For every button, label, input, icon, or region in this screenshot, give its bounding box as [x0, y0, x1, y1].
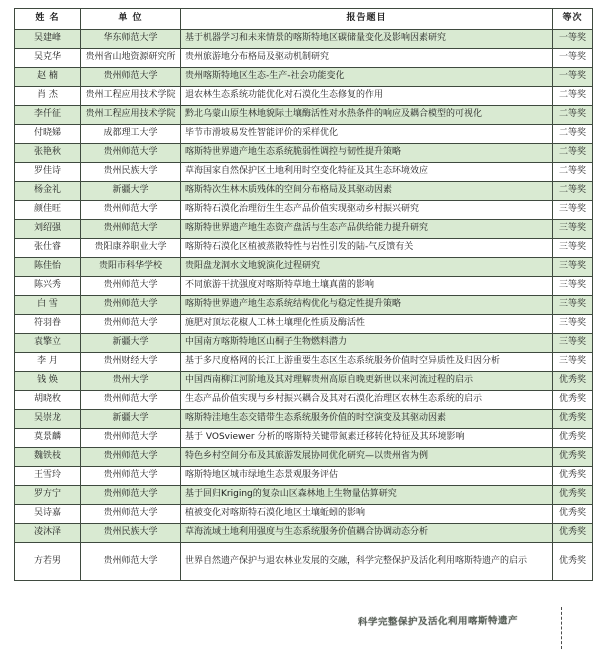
award-cell: 二等奖: [553, 163, 593, 182]
unit-cell: 贵州财经大学: [81, 353, 181, 372]
unit-cell: 贵州师范大学: [81, 429, 181, 448]
title-cell: 喀斯特世界遗产地生态资产盘活与生态产品供给能力提升研究: [181, 220, 553, 239]
award-cell: 三等奖: [553, 315, 593, 334]
table-row: [15, 372, 593, 391]
award-cell: 优秀奖: [553, 391, 593, 410]
title-cell: 特色乡村空间分布及其旅游发展协同优化研究—以贵州省为例: [181, 448, 553, 467]
table-row: [15, 220, 593, 239]
title-cell: 植被变化对喀斯特石漠化地区土壤蚯蚓的影响: [181, 505, 553, 524]
award-cell: 二等奖: [553, 106, 593, 125]
name-cell: 罗方宁: [15, 486, 81, 505]
title-cell: 喀斯特次生林木质残体的空间分布格局及其驱动因素: [181, 182, 553, 201]
unit-cell: 贵州省山地资源研究所: [81, 49, 181, 68]
table-row: [15, 410, 593, 429]
award-cell: 优秀奖: [553, 372, 593, 391]
unit-cell: 贵州师范大学: [81, 296, 181, 315]
unit-cell: 贵阳市科华学校: [81, 258, 181, 277]
table-row: [15, 543, 593, 581]
table-row: [15, 182, 593, 201]
name-cell: 胡晓枚: [15, 391, 81, 410]
unit-cell: 贵州师范大学: [81, 201, 181, 220]
header-unit: 单 位: [81, 9, 181, 30]
unit-cell: 贵州工程应用技术学院: [81, 106, 181, 125]
unit-cell: 贵州师范大学: [81, 220, 181, 239]
table-row: [15, 106, 593, 125]
title-cell: 贵阳盘龙洞水文地貌演化过程研究: [181, 258, 553, 277]
title-cell: 喀斯特石漠化区植被蒸散特性与岩性引发的陆-气反馈有关: [181, 239, 553, 258]
title-cell: 施肥对顶坛花椒人工林土壤理化性质及酶活性: [181, 315, 553, 334]
table-row: [15, 391, 593, 410]
table-row: [15, 353, 593, 372]
award-cell: 三等奖: [553, 258, 593, 277]
title-cell: 喀斯特石漠化治理衍生生态产品价值实现驱动乡村振兴研究: [181, 201, 553, 220]
name-cell: 罗佳诗: [15, 163, 81, 182]
unit-cell: 华东师范大学: [81, 30, 181, 49]
name-cell: 李 月: [15, 353, 81, 372]
unit-cell: 贵州师范大学: [81, 315, 181, 334]
unit-cell: 贵州民族大学: [81, 163, 181, 182]
award-cell: 优秀奖: [553, 448, 593, 467]
unit-cell: 贵州师范大学: [81, 144, 181, 163]
unit-cell: 贵州师范大学: [81, 543, 181, 581]
award-cell: 三等奖: [553, 296, 593, 315]
award-cell: 三等奖: [553, 239, 593, 258]
unit-cell: 贵州师范大学: [81, 505, 181, 524]
award-cell: 三等奖: [553, 334, 593, 353]
award-cell: 优秀奖: [553, 410, 593, 429]
unit-cell: 贵州民族大学: [81, 524, 181, 543]
name-cell: 刘绍强: [15, 220, 81, 239]
name-cell: 杨金礼: [15, 182, 81, 201]
title-cell: 黔北乌蒙山原生林地貌际土壤酶活性对水热条件的响应及耦合模型的可视化: [181, 106, 553, 125]
name-cell: 李仟征: [15, 106, 81, 125]
award-cell: 优秀奖: [553, 429, 593, 448]
name-cell: 王雪玲: [15, 467, 81, 486]
name-cell: 方若男: [15, 543, 81, 581]
title-cell: 草海流域土地利用强度与生态系统服务价值耦合协调动态分析: [181, 524, 553, 543]
name-cell: 吴建峰: [15, 30, 81, 49]
header-name: 姓 名: [15, 9, 81, 30]
title-cell: 喀斯特地区城市绿地生态景观服务评估: [181, 467, 553, 486]
award-cell: 优秀奖: [553, 486, 593, 505]
title-cell: 生态产品价值实现与乡村振兴耦合及其对石漠化治理区农林生态系统的启示: [181, 391, 553, 410]
title-cell: 贵州喀斯特地区生态-生产-社会功能变化: [181, 68, 553, 87]
title-cell: 贵州旅游地分布格局及驱动机制研究: [181, 49, 553, 68]
table-row: [15, 448, 593, 467]
selection-dashed-line: [561, 607, 562, 649]
table-row: [15, 524, 593, 543]
name-cell: 袁擎立: [15, 334, 81, 353]
title-cell: 中国西南柳江河阶地及其对理解贵州高原自晚更新世以来河流过程的启示: [181, 372, 553, 391]
table-row: [15, 68, 593, 87]
name-cell: 吴克华: [15, 49, 81, 68]
name-cell: 白 雪: [15, 296, 81, 315]
header-award: 等次: [553, 9, 593, 30]
unit-cell: 成都理工大学: [81, 125, 181, 144]
award-cell: 一等奖: [553, 30, 593, 49]
award-cell: 一等奖: [553, 68, 593, 87]
table-row: [15, 429, 593, 448]
overlay-ghost-text: 科学完整保护及活化利用喀斯特遗产: [357, 615, 519, 628]
name-cell: 张艳秋: [15, 144, 81, 163]
unit-cell: 贵阳康养职业大学: [81, 239, 181, 258]
table-header-row: [15, 9, 593, 30]
table-row: [15, 486, 593, 505]
table-row: [15, 467, 593, 486]
award-cell: 优秀奖: [553, 467, 593, 486]
award-cell: 二等奖: [553, 87, 593, 106]
table-row: [15, 49, 593, 68]
unit-cell: 贵州师范大学: [81, 448, 181, 467]
name-cell: 吴诗嘉: [15, 505, 81, 524]
name-cell: 符羽眷: [15, 315, 81, 334]
name-cell: 陈兴秀: [15, 277, 81, 296]
award-cell: 优秀奖: [553, 524, 593, 543]
table-row: [15, 201, 593, 220]
unit-cell: 新疆大学: [81, 410, 181, 429]
unit-cell: 贵州工程应用技术学院: [81, 87, 181, 106]
title-cell: 基于多尺度格网的长江上游重要生态区生态系统服务价值时空异质性及归因分析: [181, 353, 553, 372]
unit-cell: 贵州师范大学: [81, 68, 181, 87]
award-cell: 二等奖: [553, 144, 593, 163]
unit-cell: 贵州师范大学: [81, 391, 181, 410]
award-cell: 三等奖: [553, 353, 593, 372]
name-cell: 吴崇龙: [15, 410, 81, 429]
name-cell: 付晓娣: [15, 125, 81, 144]
unit-cell: 贵州大学: [81, 372, 181, 391]
table-row: [15, 334, 593, 353]
table-row: [15, 505, 593, 524]
award-cell: 三等奖: [553, 220, 593, 239]
table-row: [15, 30, 593, 49]
award-cell: 三等奖: [553, 277, 593, 296]
award-cell: 优秀奖: [553, 543, 593, 581]
table-row: [15, 144, 593, 163]
unit-cell: 新疆大学: [81, 182, 181, 201]
name-cell: 陈佳怡: [15, 258, 81, 277]
name-cell: 钱 焕: [15, 372, 81, 391]
title-cell: 毕节市滑坡易发性智能评价的采样优化: [181, 125, 553, 144]
award-cell: 三等奖: [553, 201, 593, 220]
title-cell: 基于回归Kriging的复杂山区森林地上生物量估算研究: [181, 486, 553, 505]
table-row: [15, 87, 593, 106]
name-cell: 颜佳旺: [15, 201, 81, 220]
name-cell: 莫景麟: [15, 429, 81, 448]
title-cell: 草海国家自然保护区土地利用时空变化特征及其生态环境效应: [181, 163, 553, 182]
table-row: [15, 239, 593, 258]
award-cell: 一等奖: [553, 49, 593, 68]
awards-table-page: [14, 8, 592, 581]
name-cell: 张仕睿: [15, 239, 81, 258]
table-row: [15, 296, 593, 315]
table-row: [15, 125, 593, 144]
awards-table: [14, 8, 593, 581]
title-cell: 基于机器学习和未来情景的喀斯特地区碳储量变化及影响因素研究: [181, 30, 553, 49]
unit-cell: 贵州师范大学: [81, 277, 181, 296]
title-cell: 不同旅游干扰强度对喀斯特草地土壤真菌的影响: [181, 277, 553, 296]
table-row: [15, 258, 593, 277]
title-cell: 中国南方喀斯特地区山桐子生物燃料潜力: [181, 334, 553, 353]
title-cell: 喀斯特世界遗产地生态系统结构优化与稳定性提升策略: [181, 296, 553, 315]
name-cell: 肖 杰: [15, 87, 81, 106]
award-cell: 优秀奖: [553, 505, 593, 524]
unit-cell: 新疆大学: [81, 334, 181, 353]
award-cell: 二等奖: [553, 182, 593, 201]
name-cell: 赵 楠: [15, 68, 81, 87]
table-row: [15, 163, 593, 182]
title-cell: 世界自然遗产保护与退农林业发展的交融，科学完整保护及活化利用喀斯特遗产的启示: [181, 543, 553, 581]
title-cell: 退农林生态系统功能优化对石漠化生态修复的作用: [181, 87, 553, 106]
table-row: [15, 315, 593, 334]
screenshot-overlay-artifact: [358, 611, 548, 645]
header-title: 报告题目: [181, 9, 553, 30]
unit-cell: 贵州师范大学: [81, 486, 181, 505]
table-row: [15, 277, 593, 296]
name-cell: 魏铁枝: [15, 448, 81, 467]
name-cell: 凌沐泽: [15, 524, 81, 543]
unit-cell: 贵州师范大学: [81, 467, 181, 486]
title-cell: 喀斯特世界遗产地生态系统脆弱性调控与韧性提升策略: [181, 144, 553, 163]
title-cell: 喀斯特洼地生态交错带生态系统服务价值的时空演变及其驱动因素: [181, 410, 553, 429]
title-cell: 基于 VOSviewer 分析的喀斯特关键带氮素迁移转化特征及其环境影响: [181, 429, 553, 448]
award-cell: 二等奖: [553, 125, 593, 144]
